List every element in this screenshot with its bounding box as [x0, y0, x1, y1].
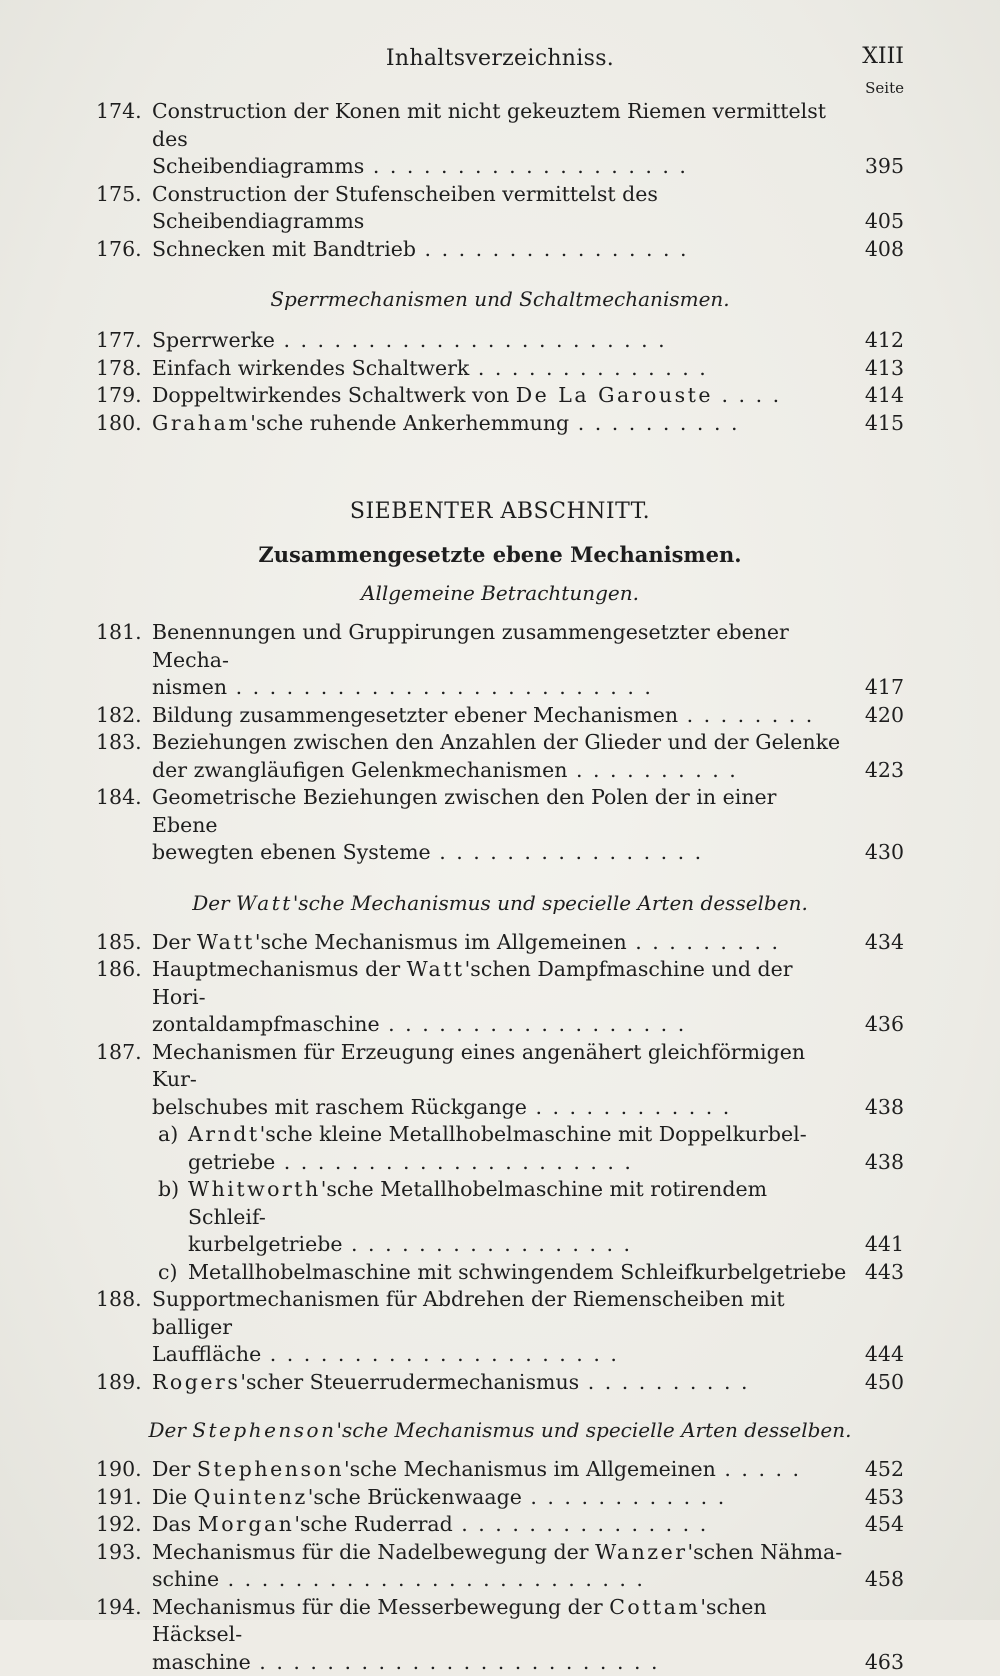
entry-number: 182.: [96, 702, 148, 730]
entry-number: 192.: [96, 1511, 148, 1539]
subentry-label: b): [158, 1176, 188, 1204]
toc-entry-176: [96, 236, 904, 264]
entry-number: 193.: [96, 1539, 148, 1567]
dot-leader: . . . . . . . . . . . . . . . . . . . . . . . . .: [227, 675, 653, 699]
section-title: SIEBENTER ABSCHNITT.: [96, 499, 904, 524]
entry-title-cont: belschubes mit raschem Rückgange: [152, 1095, 527, 1119]
toc-entry-193: [96, 1539, 904, 1594]
entry-page: 413: [852, 355, 904, 383]
dot-leader: . . . . .: [716, 1457, 801, 1481]
dot-leader: . . . . . . . . . . . . . .: [469, 356, 707, 380]
entry-number: 191.: [96, 1484, 148, 1512]
entry-page: 412: [852, 327, 904, 355]
subentry-label: c): [158, 1259, 188, 1287]
entry-title: Das: [152, 1512, 198, 1536]
entry-title: Einfach wirkendes Schaltwerk: [152, 356, 469, 380]
person-name: Watt: [197, 930, 255, 954]
entry-title: Construction der Stufenscheiben vermittelst des Scheibendiagramms: [152, 182, 658, 234]
dot-leader: . . . . . . . . . .: [567, 758, 737, 782]
entry-title: 'scher Steuerrudermechanismus: [240, 1370, 579, 1394]
dot-leader: . . . . . . . .: [678, 703, 814, 727]
toc-entry-181: [96, 619, 904, 702]
entry-title: 'schen Häcksel-: [152, 1595, 767, 1647]
entry-page: 436: [852, 1011, 904, 1039]
person-name: Stephenson: [197, 1457, 344, 1481]
entry-title: Mechanismen für Erzeugung eines angenähert gleichförmigen Kur-: [152, 1040, 805, 1092]
toc-entry-190: [96, 1456, 904, 1484]
entry-number: 194.: [96, 1594, 148, 1622]
toc-subentry-187a: [96, 1121, 904, 1176]
toc-entry-184: [96, 784, 904, 867]
entry-page: 438: [852, 1094, 904, 1122]
dot-leader: . . . . . . . . . . . .: [522, 1485, 726, 1509]
toc-entry-185: [96, 929, 904, 957]
toc-entry-191: [96, 1484, 904, 1512]
toc-entry-187: [96, 1039, 904, 1122]
entry-title: 'schen Nähma-: [688, 1540, 843, 1564]
entry-title: 'sche kleine Metallhobelmaschine mit Doppelkurbel-: [260, 1122, 807, 1146]
entry-page: 443: [852, 1259, 904, 1287]
person-name: Morgan: [198, 1512, 295, 1536]
dot-leader: . . . . . . . . . . . . . . . . .: [342, 1232, 632, 1256]
entry-number: 179.: [96, 382, 148, 410]
entry-title-cont: kurbelgetriebe: [188, 1232, 342, 1256]
entry-title: Die: [152, 1485, 194, 1509]
dot-leader: . . . . . . . . . .: [579, 1370, 749, 1394]
person-name: Graham: [152, 411, 250, 435]
entry-page: 463: [852, 1649, 904, 1676]
entry-title: Schnecken mit Bandtrieb: [152, 237, 416, 261]
dot-leader: . . . . . . . . .: [627, 930, 780, 954]
dot-leader: . . . . . . . . . . . . . . .: [453, 1512, 709, 1536]
entry-title: Supportmechanismen für Abdrehen der Riemenscheiben mit balliger: [152, 1287, 785, 1339]
entry-title: Der: [152, 930, 197, 954]
person-name: Cottam: [609, 1595, 700, 1619]
entry-title: Hauptmechanismus der: [152, 957, 407, 981]
entry-title: Beziehungen zwischen den Anzahlen der Glieder und der Gelenke: [152, 730, 840, 754]
entry-title: Doppeltwirkendes Schaltwerk von: [152, 383, 516, 407]
entry-title: Benennungen und Gruppirungen zusammengesetzter ebener Mecha-: [152, 620, 789, 672]
toc-entry-189: [96, 1369, 904, 1397]
entry-page: 395: [852, 153, 904, 181]
toc-entry-180: [96, 410, 904, 438]
entry-page: 423: [852, 757, 904, 785]
subsection-heading-watt: [96, 889, 904, 917]
entry-title-cont: schine: [152, 1567, 219, 1591]
entry-title: Bildung zusammengesetzter ebener Mechanismen: [152, 703, 678, 727]
entry-page: 444: [852, 1341, 904, 1369]
toc-subentry-187b: [96, 1176, 904, 1259]
dot-leader: . . . . . . . . . . . . . . . . . . . . . . .: [275, 328, 667, 352]
dot-leader: . . . . . . . . . .: [569, 411, 739, 435]
dot-leader: . . . . . . . . . . . . . . . . . . . . .: [275, 1150, 633, 1174]
heading-text: 'sche Mechanismus und specielle Arten desselben.: [293, 891, 808, 915]
toc-entry-194: [96, 1594, 904, 1676]
toc-entry-174: [96, 98, 904, 181]
section-subtitle: Zusammengesetzte ebene Mechanismen.: [96, 542, 904, 567]
entry-number: 188.: [96, 1286, 148, 1314]
dot-leader: . . . . . . . . . . . . . . . .: [416, 237, 689, 261]
entry-number: 176.: [96, 236, 148, 264]
toc-entry-183: [96, 729, 904, 784]
dot-leader: . . . . . . . . . . . . . . . . . .: [380, 1012, 687, 1036]
entry-number: 183.: [96, 729, 148, 757]
dot-leader: . . . . . . . . . . . . . . . . . . . . . . . . .: [219, 1567, 645, 1591]
entry-title: 'sche ruhende Ankerhemmung: [250, 411, 569, 435]
entry-number: 189.: [96, 1369, 148, 1397]
dot-leader: . . . . . . . . . . . .: [527, 1095, 731, 1119]
entry-number: 190.: [96, 1456, 148, 1484]
entry-title: Metallhobelmaschine mit schwingendem Schleifkurbelgetriebe: [188, 1260, 846, 1284]
entry-title-cont: getriebe: [188, 1150, 275, 1174]
entry-number: 181.: [96, 619, 148, 647]
dot-leader: . . . . . . . . . . . . . . . . . . . . .: [261, 1342, 619, 1366]
entry-page: 434: [852, 929, 904, 957]
entry-number: 187.: [96, 1039, 148, 1067]
person-name: Wanzer: [595, 1540, 687, 1564]
entry-page: 430: [852, 839, 904, 867]
entry-title-cont: Lauffläche: [152, 1342, 261, 1366]
toc-entry-179: [96, 382, 904, 410]
dot-leader: . . . . . . . . . . . . . . . . . . .: [364, 154, 688, 178]
entry-title-cont: zontaldampfmaschine: [152, 1012, 380, 1036]
subsection-heading-sperr: Sperrmechanismen und Schaltmechanismen.: [96, 285, 904, 313]
entry-title: 'sche Metallhobelmaschine mit rotirendem Schleif-: [188, 1177, 767, 1229]
dot-leader: . . . . . . . . . . . . . . . . . . . . . . . .: [251, 1650, 660, 1674]
entry-page: 420: [852, 702, 904, 730]
entry-number: 174.: [96, 98, 148, 126]
entry-page: 441: [852, 1231, 904, 1259]
entry-page: 458: [852, 1566, 904, 1594]
subentry-label: a): [158, 1121, 188, 1149]
person-name: Whitworth: [188, 1177, 321, 1201]
toc-entry-175: [96, 181, 904, 236]
person-name: Stephenson: [192, 1418, 336, 1442]
toc-subentry-187c: [96, 1259, 904, 1287]
entry-title: 'sche Mechanismus im Allgemeinen: [344, 1457, 716, 1481]
entry-number: 186.: [96, 956, 148, 984]
entry-number: 175.: [96, 181, 148, 209]
entry-number: 184.: [96, 784, 148, 812]
entry-title: 'sche Ruderrad: [294, 1512, 452, 1536]
entry-title: Geometrische Beziehungen zwischen den Polen der in einer Ebene: [152, 785, 776, 837]
dot-leader: . . . .: [713, 383, 781, 407]
person-name: Rogers: [152, 1370, 240, 1394]
entry-page: 453: [852, 1484, 904, 1512]
person-name: Quintenz: [194, 1485, 308, 1509]
dot-leader: . . . . . . . . . . . . . . . .: [431, 840, 704, 864]
entry-title-cont: Scheibendiagramms: [152, 154, 364, 178]
entry-page: 452: [852, 1456, 904, 1484]
running-header-title: Inhaltsverzeichniss.: [0, 46, 1000, 71]
toc-entry-188: [96, 1286, 904, 1369]
entry-title-cont: maschine: [152, 1650, 251, 1674]
entry-number: 180.: [96, 410, 148, 438]
entry-page: 408: [852, 236, 904, 264]
entry-title: 'schen Dampfmaschine und der Hori-: [152, 957, 793, 1009]
entry-page: 454: [852, 1511, 904, 1539]
toc-entry-177: [96, 327, 904, 355]
entry-page: 414: [852, 382, 904, 410]
entry-title: 'sche Mechanismus im Allgemeinen: [255, 930, 627, 954]
toc-entry-192: [96, 1511, 904, 1539]
entry-title-cont: nismen: [152, 675, 227, 699]
entry-title-cont: bewegten ebenen Systeme: [152, 840, 431, 864]
toc-entry-178: [96, 355, 904, 383]
heading-text: Der: [192, 891, 236, 915]
entry-title: Construction der Konen mit nicht gekeuztem Riemen vermittelst des: [152, 99, 826, 151]
entry-title: Mechanismus für die Nadelbewegung der: [152, 1540, 595, 1564]
page-number-roman: XIII: [862, 44, 904, 69]
person-name: De La Garouste: [516, 383, 713, 407]
subsection-heading-stephenson: [96, 1416, 904, 1444]
entry-page: 415: [852, 410, 904, 438]
toc-entry-186: [96, 956, 904, 1039]
entry-page: 417: [852, 674, 904, 702]
person-name: Arndt: [188, 1122, 260, 1146]
entry-page: 405: [852, 208, 904, 236]
entry-page: 450: [852, 1369, 904, 1397]
heading-text: Der: [149, 1418, 193, 1442]
heading-text: 'sche Mechanismus und specielle Arten desselben.: [336, 1418, 851, 1442]
entry-title: Mechanismus für die Messerbewegung der: [152, 1595, 609, 1619]
entry-number: 185.: [96, 929, 148, 957]
entry-title: 'sche Brückenwaage: [308, 1485, 522, 1509]
table-of-contents: [96, 98, 904, 1676]
entry-number: 177.: [96, 327, 148, 355]
seite-column-label: Seite: [865, 79, 904, 97]
person-name: Watt: [236, 891, 293, 915]
entry-title-cont: der zwangläufigen Gelenkmechanismen: [152, 758, 567, 782]
person-name: Watt: [407, 957, 465, 981]
entry-page: 438: [852, 1149, 904, 1177]
subsection-heading-allgemeine: Allgemeine Betrachtungen.: [96, 579, 904, 607]
entry-title: Der: [152, 1457, 197, 1481]
toc-entry-182: [96, 702, 904, 730]
entry-title: Sperrwerke: [152, 328, 275, 352]
entry-number: 178.: [96, 355, 148, 383]
